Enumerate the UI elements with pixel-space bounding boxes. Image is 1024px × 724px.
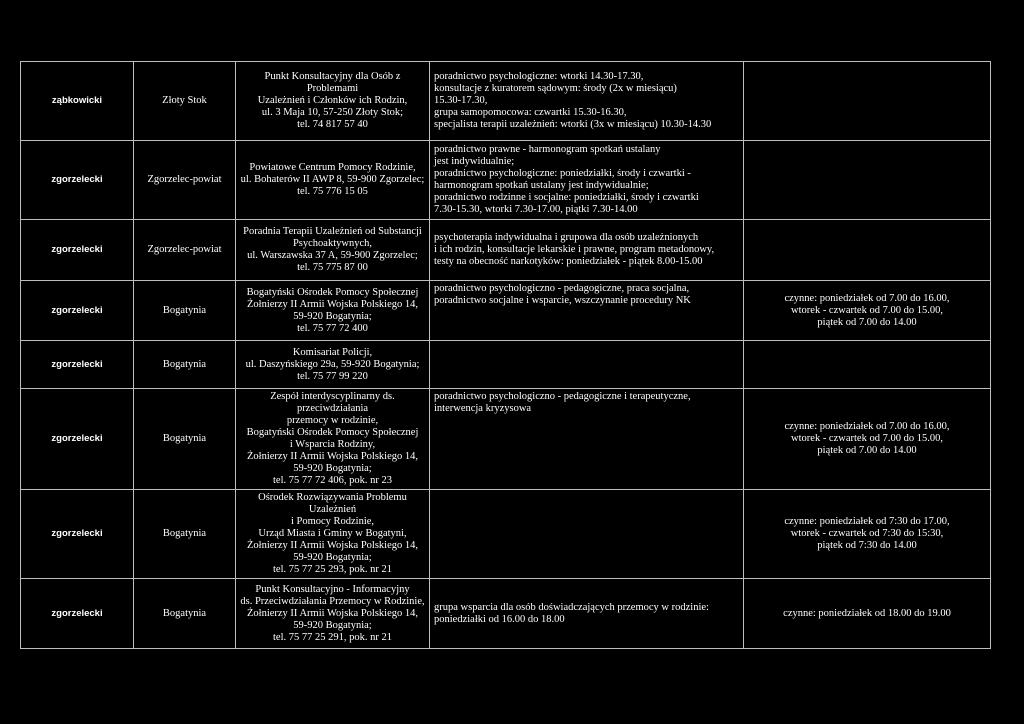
institution-cell: Zespół interdyscyplinarny ds. przeciwdziałania przemocy w rodzinie, Bogatyński Ośrodek Pomocy Społecznej i Wsparcia Rodziny, Żołnierzy II Armii Wojska Polskiego 14, 59-920 Bogatynia; tel. 75 77 72 406, pok. nr 23 — [236, 389, 430, 490]
table-row — [21, 220, 991, 281]
services-cell: poradnictwo psychologiczne: wtorki 14.30-17.30, konsultacje z kuratorem sądowym: środy (2x w miesiącu) 15.30-17.30, grupa samopomocowa: czwartki 15.30-16.30, specjalista terapii uzależnień: wtorki (3x w miesiącu) 10.30-14.30 — [430, 62, 744, 141]
hours-cell — [744, 220, 991, 281]
institution-cell: Ośrodek Rozwiązywania Problemu Uzależnień i Pomocy Rodzinie, Urząd Miasta i Gminy w Bogatyni, Żołnierzy II Armii Wojska Polskiego 14, 59-920 Bogatynia; tel. 75 77 25 293, pok. nr 21 — [236, 490, 430, 579]
services-cell: poradnictwo psychologiczno - pedagogiczne i terapeutyczne, interwencja kryzysowa — [430, 389, 744, 490]
town-cell: Zgorzelec-powiat — [134, 220, 236, 281]
table-row — [21, 341, 991, 389]
town-cell: Bogatynia — [134, 281, 236, 341]
county-cell: ząbkowicki — [21, 62, 134, 141]
table-row — [21, 389, 991, 490]
county-cell: zgorzelecki — [21, 579, 134, 649]
hours-cell — [744, 141, 991, 220]
county-cell: zgorzelecki — [21, 141, 134, 220]
county-cell: zgorzelecki — [21, 389, 134, 490]
services-cell: grupa wsparcia dla osób doświadczających przemocy w rodzinie: poniedziałki od 16.00 do 18.00 — [430, 579, 744, 649]
services-cell — [430, 490, 744, 579]
institution-cell: Punkt Konsultacyjno - Informacyjny ds. Przeciwdziałania Przemocy w Rodzinie, Żołnierzy II Armii Wojska Polskiego 14, 59-920 Bogatynia; tel. 75 77 25 291, pok. nr 21 — [236, 579, 430, 649]
town-cell: Bogatynia — [134, 490, 236, 579]
town-cell: Zgorzelec-powiat — [134, 141, 236, 220]
hours-cell: czynne: poniedziałek od 7.00 do 16.00, wtorek - czwartek od 7.00 do 15.00, piątek od 7.00 do 14.00 — [744, 281, 991, 341]
county-cell: zgorzelecki — [21, 281, 134, 341]
hours-cell: czynne: poniedziałek od 7.00 do 16.00, wtorek - czwartek od 7.00 do 15.00, piątek od 7.00 do 14.00 — [744, 389, 991, 490]
institution-cell: Komisariat Policji, ul. Daszyńskiego 29a, 59-920 Bogatynia; tel. 75 77 99 220 — [236, 341, 430, 389]
support-directory-table — [20, 61, 991, 649]
county-cell: zgorzelecki — [21, 341, 134, 389]
county-cell: zgorzelecki — [21, 220, 134, 281]
table-row — [21, 141, 991, 220]
institution-cell: Bogatyński Ośrodek Pomocy Społecznej Żołnierzy II Armii Wojska Polskiego 14, 59-920 Bogatynia; tel. 75 77 72 400 — [236, 281, 430, 341]
hours-cell — [744, 62, 991, 141]
table-row — [21, 281, 991, 341]
services-cell: poradnictwo prawne - harmonogram spotkań ustalany jest indywidualnie; poradnictwo psychologiczne: poniedziałki, środy i czwartki - harmonogram spotkań ustalany jest indywidualnie; poradnictwo rodzinne i socjalne: poniedziałki, środy i czwartki 7.30-15.30, wtorki 7.30-17.00, piątki 7.30-14.00 — [430, 141, 744, 220]
town-cell: Bogatynia — [134, 389, 236, 490]
town-cell: Złoty Stok — [134, 62, 236, 141]
town-cell: Bogatynia — [134, 579, 236, 649]
hours-cell: czynne: poniedziałek od 7:30 do 17.00, wtorek - czwartek od 7:30 do 15:30, piątek od 7:30 do 14.00 — [744, 490, 991, 579]
services-cell: psychoterapia indywidualna i grupowa dla osób uzależnionych i ich rodzin, konsultacje lekarskie i prawne, program metadonowy, testy na obecność narkotyków: poniedziałek - piątek 8.00-15.00 — [430, 220, 744, 281]
institution-cell: Powiatowe Centrum Pomocy Rodzinie, ul. Bohaterów II AWP 8, 59-900 Zgorzelec; tel. 75 776 15 05 — [236, 141, 430, 220]
table-row — [21, 62, 991, 141]
services-cell — [430, 341, 744, 389]
institution-cell: Poradnia Terapii Uzależnień od Substancji Psychoaktywnych, ul. Warszawska 37 A, 59-900 Zgorzelec; tel. 75 775 87 00 — [236, 220, 430, 281]
town-cell: Bogatynia — [134, 341, 236, 389]
county-cell: zgorzelecki — [21, 490, 134, 579]
table-row — [21, 579, 991, 649]
hours-cell — [744, 341, 991, 389]
services-cell: poradnictwo psychologiczno - pedagogiczne, praca socjalna, poradnictwo socjalne i wsparcie, wszczynanie procedury NK — [430, 281, 744, 341]
institution-cell: Punkt Konsultacyjny dla Osób z Problemami Uzależnień i Członków ich Rodzin, ul. 3 Maja 10, 57-250 Złoty Stok; tel. 74 817 57 40 — [236, 62, 430, 141]
table-row — [21, 490, 991, 579]
hours-cell: czynne: poniedziałek od 18.00 do 19.00 — [744, 579, 991, 649]
